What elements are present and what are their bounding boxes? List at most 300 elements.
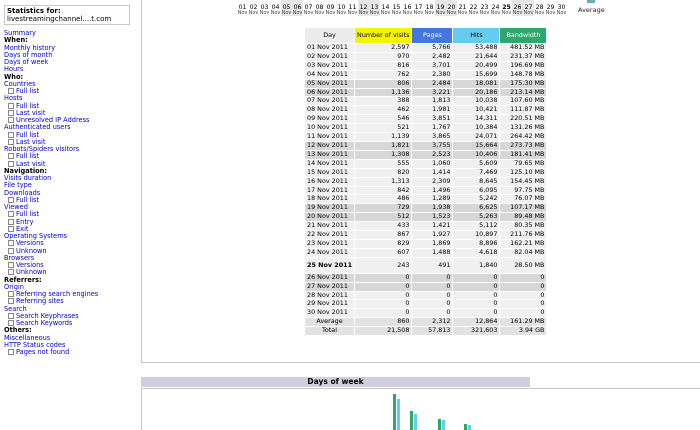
- day-number: 22: [469, 4, 478, 11]
- cell-visits: 729: [355, 204, 411, 212]
- cell-day: 16 Nov 2011: [305, 178, 354, 186]
- cell-day: 02 Nov 2011: [305, 53, 354, 61]
- header-visits: Number of visits: [355, 28, 411, 43]
- day-number: 17: [414, 4, 423, 11]
- day-number: 26: [513, 4, 522, 11]
- days-of-month-panel: [141, 0, 700, 363]
- day-number: 19: [436, 4, 445, 11]
- day-mini-bars: [534, 0, 545, 4]
- day-mini-bars: [468, 0, 479, 4]
- menu-link-hours[interactable]: [4, 66, 138, 73]
- menu-link-pages-not-found[interactable]: [4, 349, 138, 356]
- menu-heading-referrers: [4, 277, 138, 284]
- cell-day: 15 Nov 2011: [305, 169, 354, 177]
- menu-item-label: Versions: [16, 239, 44, 248]
- day-mini-bars: [237, 0, 248, 4]
- cell-pages: 3,851: [412, 115, 452, 123]
- month-abbr: Nov: [336, 10, 347, 16]
- table-row: [305, 283, 546, 291]
- menu-item-label: Entry: [16, 217, 34, 226]
- header-hits: Hits: [453, 28, 499, 43]
- day-column: [270, 0, 281, 16]
- cell-pages: 1,981: [412, 106, 452, 114]
- day-number: 29: [546, 4, 555, 11]
- sub-item-icon: [8, 103, 14, 109]
- month-abbr: Nov: [490, 10, 501, 16]
- cell-visits: 433: [355, 222, 411, 230]
- day-mini-bars: [369, 0, 380, 4]
- cell-bw: 107.60 MB: [500, 97, 546, 105]
- day-number: 04: [271, 4, 280, 11]
- cell-hits: 10,897: [453, 231, 499, 239]
- month-abbr: Nov: [468, 10, 479, 16]
- cell-hits: 12,864: [453, 318, 499, 326]
- menu-item-label: File type: [4, 181, 32, 190]
- cell-day: 14 Nov 2011: [305, 160, 354, 168]
- day-mini-bars: [512, 0, 523, 4]
- table-row: [305, 53, 546, 61]
- menu-item-label: Last visit: [16, 137, 46, 146]
- header-bandwidth: Bandwidth: [500, 28, 546, 43]
- menu-item-label: Authenticated users: [4, 123, 71, 132]
- table-row: [305, 80, 546, 88]
- menu-item-label: Monthly history: [4, 43, 56, 52]
- day-column: [479, 0, 490, 16]
- day-column: [468, 0, 479, 16]
- menu-item-label: Unknown: [16, 268, 47, 277]
- month-abbr: Nov: [534, 10, 545, 16]
- cell-pages: 1,938: [412, 204, 452, 212]
- days-of-week-bar: [393, 394, 396, 430]
- day-mini-bars: [545, 0, 556, 4]
- cell-visits: 546: [355, 115, 411, 123]
- cell-hits: 5,609: [453, 160, 499, 168]
- days-of-week-bar: [464, 424, 467, 430]
- cell-pages: 1,289: [412, 195, 452, 203]
- cell-bw: 264.42 MB: [500, 133, 546, 141]
- cell-bw: 97.75 MB: [500, 187, 546, 195]
- cell-bw: 3.94 GB: [500, 327, 546, 335]
- day-number: 23: [480, 4, 489, 11]
- table-row: [305, 213, 546, 221]
- day-column: [490, 0, 501, 16]
- month-abbr: Nov: [457, 10, 468, 16]
- cell-hits: 53,488: [453, 44, 499, 52]
- cell-bw: 80.35 MB: [500, 222, 546, 230]
- cell-hits: 15,699: [453, 71, 499, 79]
- cell-bw: 211.76 MB: [500, 231, 546, 239]
- cell-pages: 2,482: [412, 53, 452, 61]
- table-row: [305, 160, 546, 168]
- days-of-month-strip: [237, 0, 567, 18]
- menu-item-label: Last visit: [16, 108, 46, 117]
- month-abbr: Nov: [512, 10, 523, 16]
- day-mini-bars: [479, 0, 490, 4]
- day-mini-bars: [303, 0, 314, 4]
- sub-item-icon: [8, 226, 14, 232]
- cell-visits: 0: [355, 292, 411, 300]
- menu-item-label: Who:: [4, 72, 24, 81]
- menu-item-label: Full list: [16, 152, 40, 161]
- cell-hits: 20,186: [453, 89, 499, 97]
- day-number: 01: [238, 4, 247, 11]
- menu-item-label: Operating Systems: [4, 232, 68, 240]
- cell-visits: 860: [355, 318, 411, 326]
- cell-bw: 175.30 MB: [500, 80, 546, 88]
- cell-pages: 0: [412, 300, 452, 308]
- cell-visits: 555: [355, 160, 411, 168]
- cell-bw: 89.48 MB: [500, 213, 546, 221]
- cell-visits: 486: [355, 195, 411, 203]
- cell-hits: 0: [453, 309, 499, 317]
- day-column: [259, 0, 270, 16]
- cell-hits: 5,112: [453, 222, 499, 230]
- cell-day: 09 Nov 2011: [305, 115, 354, 123]
- day-number: 03: [260, 4, 269, 11]
- day-column: [457, 0, 468, 16]
- menu-item-label: Pages not found: [16, 348, 70, 356]
- sub-item-icon: [8, 211, 14, 217]
- cell-pages: 5,766: [412, 44, 452, 52]
- day-mini-bars: [314, 0, 325, 4]
- sub-item-icon: [8, 262, 14, 268]
- menu-item-label: Others:: [4, 326, 32, 335]
- cell-visits: 0: [355, 300, 411, 308]
- cell-hits: 6,095: [453, 187, 499, 195]
- day-column: [292, 0, 303, 16]
- sub-item-icon: [8, 219, 14, 225]
- month-abbr: Nov: [369, 10, 380, 16]
- table-row: [305, 274, 546, 282]
- day-column: [237, 0, 248, 16]
- menu-link-full-list[interactable]: [4, 88, 138, 95]
- menu-item-label: Robots/Spiders visitors: [4, 145, 80, 153]
- menu-link-days-of-week[interactable]: [4, 59, 138, 66]
- cell-pages: 1,767: [412, 124, 452, 132]
- month-abbr: Nov: [435, 10, 446, 16]
- day-number: 07: [304, 4, 313, 11]
- menu-item-label: Hours: [4, 65, 24, 74]
- cell-visits: 21,508: [355, 327, 411, 335]
- day-number: 05: [282, 4, 291, 11]
- table-row: [305, 195, 546, 203]
- cell-day: 18 Nov 2011: [305, 195, 354, 203]
- cell-bw: 220.51 MB: [500, 115, 546, 123]
- cell-bw: 231.37 MB: [500, 53, 546, 61]
- month-abbr: Nov: [303, 10, 314, 16]
- table-row: [305, 309, 546, 317]
- cell-pages: 1,488: [412, 249, 452, 257]
- day-mini-bars: [413, 0, 424, 4]
- table-row: [305, 258, 546, 273]
- average-row: [305, 318, 546, 326]
- cell-bw: 0: [500, 300, 546, 308]
- cell-day: 27 Nov 2011: [305, 283, 354, 291]
- cell-day: 29 Nov 2011: [305, 300, 354, 308]
- menu-item-label: Referrers:: [4, 275, 42, 284]
- cell-visits: 243: [355, 258, 411, 273]
- day-number: 02: [249, 4, 258, 11]
- table-row: [305, 133, 546, 141]
- cell-pages: 1,496: [412, 187, 452, 195]
- month-abbr: Nov: [248, 10, 259, 16]
- table-header-row: [305, 28, 546, 43]
- day-mini-bars: [501, 0, 512, 4]
- cell-bw: 0: [500, 274, 546, 282]
- cell-bw: 28.50 MB: [500, 258, 546, 273]
- cell-bw: 79.65 MB: [500, 160, 546, 168]
- cell-pages: 2,523: [412, 151, 452, 159]
- cell-bw: 154.45 MB: [500, 178, 546, 186]
- cell-visits: 0: [355, 283, 411, 291]
- table-row: [305, 204, 546, 212]
- day-number: 25: [502, 4, 511, 11]
- day-column: [380, 0, 391, 16]
- month-abbr: Nov: [281, 10, 292, 16]
- day-column: [281, 0, 292, 16]
- cell-pages: 1,414: [412, 169, 452, 177]
- cell-day: 23 Nov 2011: [305, 240, 354, 248]
- month-abbr: Nov: [545, 10, 556, 16]
- cell-day: 25 Nov 2011: [305, 258, 354, 273]
- cell-pages: 0: [412, 283, 452, 291]
- month-abbr: Nov: [413, 10, 424, 16]
- cell-visits: 816: [355, 62, 411, 70]
- day-mini-bars: [336, 0, 347, 4]
- month-abbr: Nov: [501, 10, 512, 16]
- day-number: 11: [348, 4, 357, 11]
- day-mini-bars: [402, 0, 413, 4]
- cell-pages: 3,221: [412, 89, 452, 97]
- menu-item-label: Browsers: [4, 253, 35, 262]
- day-mini-bars: [523, 0, 534, 4]
- cell-visits: 970: [355, 53, 411, 61]
- cell-hits: 8,896: [453, 240, 499, 248]
- day-number: 16: [403, 4, 412, 11]
- month-abbr: Nov: [556, 10, 567, 16]
- month-abbr: Nov: [325, 10, 336, 16]
- cell-pages: 3,701: [412, 62, 452, 70]
- cell-bw: 213.14 MB: [500, 89, 546, 97]
- cell-hits: 10,038: [453, 97, 499, 105]
- month-abbr: Nov: [259, 10, 270, 16]
- day-mini-bars: [358, 0, 369, 4]
- month-abbr: Nov: [391, 10, 402, 16]
- cell-visits: 388: [355, 97, 411, 105]
- cell-pages: 1,813: [412, 97, 452, 105]
- cell-pages: 3,755: [412, 142, 452, 150]
- sub-item-icon: [8, 117, 14, 123]
- day-mini-bars: [424, 0, 435, 4]
- day-column: [556, 0, 567, 16]
- month-abbr: Nov: [402, 10, 413, 16]
- cell-visits: 1,308: [355, 151, 411, 159]
- cell-bw: 181.41 MB: [500, 151, 546, 159]
- cell-bw: 273.73 MB: [500, 142, 546, 150]
- day-column: [435, 0, 446, 16]
- table-row: [305, 187, 546, 195]
- day-column: [248, 0, 259, 16]
- day-column: [545, 0, 556, 16]
- cell-hits: 14,311: [453, 115, 499, 123]
- cell-day: 21 Nov 2011: [305, 222, 354, 230]
- cell-hits: 8,645: [453, 178, 499, 186]
- cell-hits: 20,499: [453, 62, 499, 70]
- day-column: [303, 0, 314, 16]
- cell-day: 06 Nov 2011: [305, 89, 354, 97]
- month-abbr: Nov: [446, 10, 457, 16]
- cell-hits: 7,469: [453, 169, 499, 177]
- day-mini-bars: [270, 0, 281, 4]
- cell-day: 24 Nov 2011: [305, 249, 354, 257]
- cell-visits: 512: [355, 213, 411, 221]
- day-mini-bars: [490, 0, 501, 4]
- table-row: [305, 249, 546, 257]
- cell-hits: 5,263: [453, 213, 499, 221]
- cell-pages: 2,312: [412, 318, 452, 326]
- cell-hits: 15,664: [453, 142, 499, 150]
- table-row: [305, 106, 546, 114]
- table-row: [305, 62, 546, 70]
- menu-item-label: Summary: [4, 29, 36, 37]
- menu-item-label: Unknown: [16, 246, 47, 255]
- cell-day: 04 Nov 2011: [305, 71, 354, 79]
- cell-hits: 4,618: [453, 249, 499, 257]
- menu-item-label: Downloads: [4, 188, 41, 197]
- cell-visits: 867: [355, 231, 411, 239]
- cell-day: 13 Nov 2011: [305, 151, 354, 159]
- day-mini-bars: [556, 0, 567, 4]
- cell-hits: 10,421: [453, 106, 499, 114]
- sub-item-icon: [8, 153, 14, 159]
- cell-day: 10 Nov 2011: [305, 124, 354, 132]
- cell-bw: 0: [500, 283, 546, 291]
- day-mini-bars: [457, 0, 468, 4]
- cell-visits: 806: [355, 80, 411, 88]
- cell-pages: 1,869: [412, 240, 452, 248]
- statistics-for-label: Statistics for:: [7, 7, 61, 15]
- cell-bw: 131.26 MB: [500, 124, 546, 132]
- day-mini-bars: [435, 0, 446, 4]
- menu-item-label: Full list: [16, 210, 40, 219]
- table-row: [305, 300, 546, 308]
- cell-hits: 0: [453, 292, 499, 300]
- day-number: 24: [491, 4, 500, 11]
- day-number: 21: [458, 4, 467, 11]
- menu-item-label: Days of month: [4, 50, 53, 59]
- cell-day: 08 Nov 2011: [305, 106, 354, 114]
- menu-item-label: Referring search engines: [16, 290, 99, 298]
- sidebar-menu: [0, 0, 140, 429]
- cell-bw: 0: [500, 292, 546, 300]
- day-number: 09: [326, 4, 335, 11]
- menu-item-label: Exit: [16, 224, 29, 233]
- menu-item-label: Last visit: [16, 159, 46, 168]
- menu-item-label: Referring sites: [16, 297, 64, 306]
- month-abbr: Nov: [314, 10, 325, 16]
- menu-item-label: When:: [4, 36, 28, 45]
- day-column: [369, 0, 380, 16]
- menu-item-label: Miscellaneous: [4, 333, 51, 342]
- cell-bw: 481.52 MB: [500, 44, 546, 52]
- day-column: [413, 0, 424, 16]
- days-of-week-bar: [410, 411, 413, 430]
- cell-pages: 0: [412, 274, 452, 282]
- cell-day: 26 Nov 2011: [305, 274, 354, 282]
- day-column: [424, 0, 435, 16]
- month-abbr: Nov: [237, 10, 248, 16]
- cell-day: 07 Nov 2011: [305, 97, 354, 105]
- cell-visits: 1,139: [355, 133, 411, 141]
- day-column: [336, 0, 347, 16]
- header-day: Day: [305, 28, 354, 43]
- cell-hits: 24,071: [453, 133, 499, 141]
- sub-item-icon: [8, 161, 14, 167]
- day-mini-bars: [248, 0, 259, 4]
- cell-pages: 491: [412, 258, 452, 273]
- day-column: [523, 0, 534, 16]
- cell-day: 19 Nov 2011: [305, 204, 354, 212]
- sub-item-icon: [8, 269, 14, 275]
- cell-pages: 3,865: [412, 133, 452, 141]
- day-number: 06: [293, 4, 302, 11]
- day-mini-bars: [259, 0, 270, 4]
- month-abbr: Nov: [523, 10, 534, 16]
- cell-hits: 18,081: [453, 80, 499, 88]
- month-abbr: Nov: [347, 10, 358, 16]
- total-row: [305, 327, 546, 335]
- cell-pages: 1,060: [412, 160, 452, 168]
- cell-day: Average: [305, 318, 354, 326]
- sub-item-icon: [8, 139, 14, 145]
- cell-day: 30 Nov 2011: [305, 309, 354, 317]
- menu-item-label: Search: [4, 304, 27, 313]
- day-column: [314, 0, 325, 16]
- day-column: [358, 0, 369, 16]
- day-column: [325, 0, 336, 16]
- cell-day: 03 Nov 2011: [305, 62, 354, 70]
- month-abbr: Nov: [270, 10, 281, 16]
- day-column: [501, 0, 512, 16]
- days-of-week-bar: [397, 399, 400, 430]
- menu-item-label: Navigation:: [4, 166, 47, 175]
- days-of-week-chart: [141, 388, 700, 430]
- month-abbr: Nov: [479, 10, 490, 16]
- cell-visits: 1,821: [355, 142, 411, 150]
- cell-day: 22 Nov 2011: [305, 231, 354, 239]
- cell-day: 05 Nov 2011: [305, 80, 354, 88]
- menu-item-label: Origin: [4, 282, 24, 291]
- cell-day: 20 Nov 2011: [305, 213, 354, 221]
- menu-item-label: Search Keywords: [16, 319, 73, 327]
- day-mini-bars: [446, 0, 457, 4]
- cell-visits: 607: [355, 249, 411, 257]
- menu-item-label: Days of week: [4, 58, 49, 66]
- cell-hits: 321,603: [453, 327, 499, 335]
- menu-item-label: Full list: [16, 195, 40, 204]
- day-column: [534, 0, 545, 16]
- cell-day: 17 Nov 2011: [305, 187, 354, 195]
- day-number: 08: [315, 4, 324, 11]
- sub-item-icon: [8, 110, 14, 116]
- cell-day: 01 Nov 2011: [305, 44, 354, 52]
- cell-pages: 1,927: [412, 231, 452, 239]
- day-mini-bars: [325, 0, 336, 4]
- table-row: [305, 89, 546, 97]
- day-mini-bars: [347, 0, 358, 4]
- menu-item-label: Full list: [16, 101, 40, 110]
- cell-bw: 148.78 MB: [500, 71, 546, 79]
